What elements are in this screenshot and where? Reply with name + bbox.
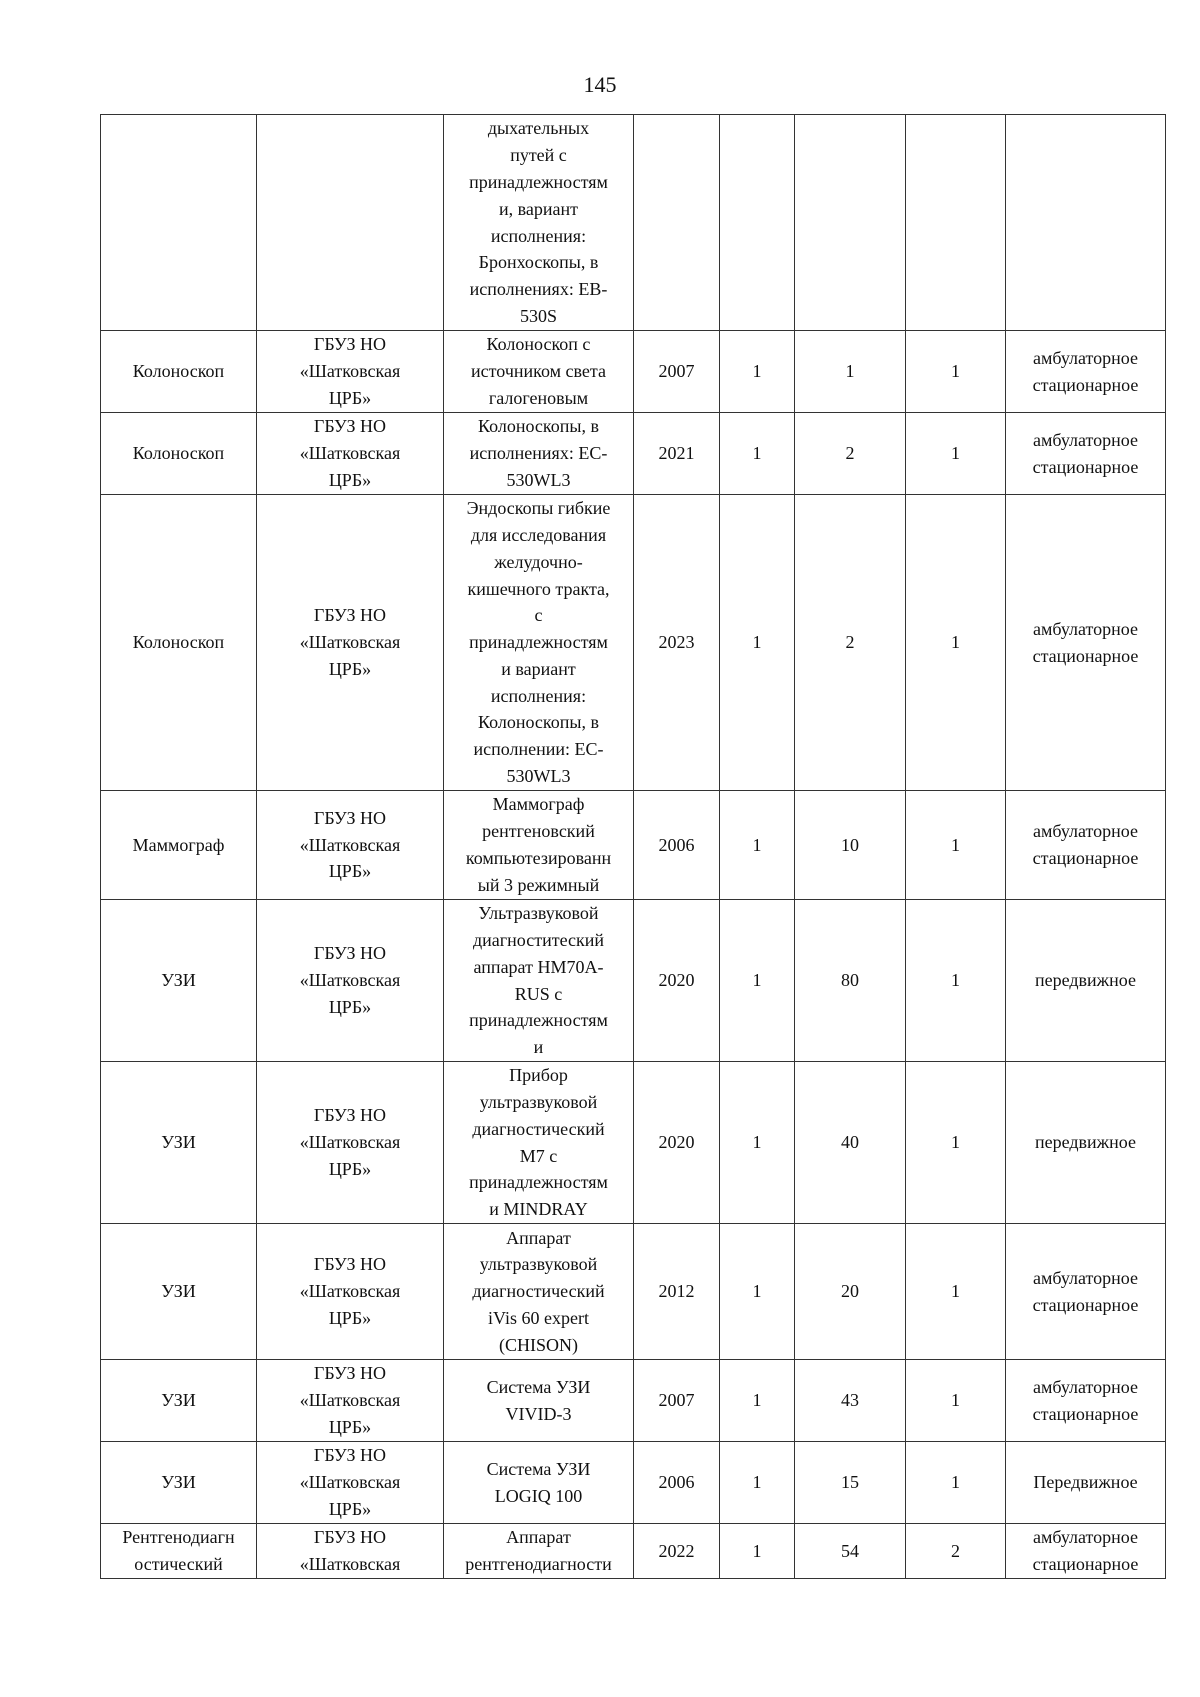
- model-line: путей с: [510, 145, 567, 166]
- model-line: Колоноскоп с: [486, 334, 591, 355]
- cell-model: [444, 791, 634, 900]
- model-line: исполнения:: [490, 685, 587, 706]
- org-line: ГБУЗ НО: [313, 605, 387, 626]
- org-line: ГБУЗ НО: [313, 1445, 387, 1466]
- cell-count: 1: [906, 791, 1006, 900]
- model-line: и, вариант: [498, 198, 578, 219]
- cell-type: Маммограф: [101, 791, 257, 900]
- org-line: ЦРБ»: [328, 861, 372, 882]
- cell-year: 2020: [634, 1062, 720, 1224]
- org-line: «Шатковская: [299, 632, 401, 653]
- model-line: и MINDRAY: [489, 1199, 588, 1220]
- cell-mode: [1006, 331, 1166, 413]
- table-row: [101, 1224, 1166, 1360]
- cell-org: [257, 115, 444, 331]
- org-line: ЦРБ»: [328, 1498, 372, 1519]
- mode-line: передвижное: [1035, 970, 1136, 991]
- org-line: ГБУЗ НО: [313, 807, 387, 828]
- org-line: ЦРБ»: [328, 1416, 372, 1437]
- cell-qty: 1: [720, 900, 795, 1062]
- model-line: iVis 60 expert: [488, 1307, 589, 1328]
- cell-year: 2006: [634, 1442, 720, 1524]
- org-line: ГБУЗ НО: [313, 416, 387, 437]
- cell-org: [257, 1360, 444, 1442]
- cell-wear: 10: [795, 791, 906, 900]
- model-line: желудочно-: [494, 551, 583, 572]
- model-line: дыхательных: [487, 118, 590, 139]
- cell-type: Колоноскоп: [101, 495, 257, 791]
- model-line: с: [534, 605, 543, 626]
- org-line: ГБУЗ НО: [313, 334, 387, 355]
- mode-line: амбулаторное: [1032, 1527, 1139, 1548]
- cell-qty: 1: [720, 1524, 795, 1579]
- cell-wear: 2: [795, 413, 906, 495]
- model-line: Аппарат: [506, 1527, 571, 1548]
- model-line: 530S: [519, 305, 557, 326]
- model-line: Колоноскопы, в: [478, 416, 599, 437]
- cell-wear: [795, 115, 906, 331]
- cell-org: [257, 413, 444, 495]
- mode-line: амбулаторное: [1032, 347, 1139, 368]
- cell-wear: 80: [795, 900, 906, 1062]
- table-row: [101, 115, 1166, 331]
- cell-year: [634, 115, 720, 331]
- cell-type: Колоноскоп: [101, 331, 257, 413]
- cell-org: [257, 1224, 444, 1360]
- table-row: [101, 413, 1166, 495]
- model-line: принадлежностям: [469, 1172, 608, 1193]
- cell-model: [444, 1224, 634, 1360]
- cell-count: 1: [906, 1360, 1006, 1442]
- mode-line: передвижное: [1035, 1132, 1136, 1153]
- cell-model: [444, 413, 634, 495]
- model-line: 530WL3: [506, 766, 571, 787]
- org-line: «Шатковская: [299, 1390, 401, 1411]
- mode-line: стационарное: [1032, 374, 1139, 395]
- mode-line: амбулаторное: [1032, 618, 1139, 639]
- cell-org: [257, 495, 444, 791]
- cell-org: [257, 1524, 444, 1579]
- cell-qty: 1: [720, 1224, 795, 1360]
- org-line: ЦРБ»: [328, 996, 372, 1017]
- cell-type: Колоноскоп: [101, 413, 257, 495]
- mode-line: Передвижное: [1033, 1472, 1138, 1493]
- model-line: RUS с: [514, 983, 563, 1004]
- cell-mode: [1006, 115, 1166, 331]
- cell-model: [444, 331, 634, 413]
- model-line: Система УЗИ: [486, 1376, 591, 1397]
- mode-line: амбулаторное: [1032, 821, 1139, 842]
- model-line: VIVID-3: [505, 1403, 572, 1424]
- model-line: принадлежностям: [469, 1010, 608, 1031]
- cell-qty: 1: [720, 495, 795, 791]
- cell-org: [257, 791, 444, 900]
- cell-mode: [1006, 900, 1166, 1062]
- cell-mode: [1006, 1224, 1166, 1360]
- org-line: «Шатковская: [299, 1281, 401, 1302]
- org-line: «Шатковская: [299, 443, 401, 464]
- cell-wear: 15: [795, 1442, 906, 1524]
- cell-qty: 1: [720, 413, 795, 495]
- table-row: [101, 331, 1166, 413]
- cell-wear: 54: [795, 1524, 906, 1579]
- cell-year: 2006: [634, 791, 720, 900]
- cell-type: [101, 1524, 257, 1579]
- model-line: исполнении: EC-: [473, 739, 604, 760]
- cell-count: 2: [906, 1524, 1006, 1579]
- org-line: ГБУЗ НО: [313, 943, 387, 964]
- org-line: «Шатковская: [299, 361, 401, 382]
- model-line: диагностический: [472, 1281, 605, 1302]
- cell-count: 1: [906, 1442, 1006, 1524]
- cell-type: [101, 115, 257, 331]
- cell-org: [257, 900, 444, 1062]
- cell-org: [257, 1442, 444, 1524]
- cell-org: [257, 1062, 444, 1224]
- model-line: принадлежностям: [469, 632, 608, 653]
- cell-mode: [1006, 1524, 1166, 1579]
- cell-qty: 1: [720, 1442, 795, 1524]
- org-line: ЦРБ»: [328, 1307, 372, 1328]
- org-line: ГБУЗ НО: [313, 1363, 387, 1384]
- cell-type: УЗИ: [101, 1224, 257, 1360]
- type-line: остический: [134, 1554, 223, 1574]
- cell-qty: 1: [720, 1062, 795, 1224]
- table-row: [101, 495, 1166, 791]
- cell-mode: [1006, 1442, 1166, 1524]
- cell-count: 1: [906, 1224, 1006, 1360]
- model-line: ультразвуковой: [479, 1254, 598, 1275]
- cell-qty: [720, 115, 795, 331]
- org-line: ЦРБ»: [328, 1158, 372, 1179]
- mode-line: амбулаторное: [1032, 429, 1139, 450]
- mode-line: стационарное: [1032, 1554, 1139, 1574]
- cell-count: 1: [906, 495, 1006, 791]
- cell-count: 1: [906, 413, 1006, 495]
- mode-line: амбулаторное: [1032, 1376, 1139, 1397]
- org-line: ЦРБ»: [328, 469, 372, 490]
- cell-qty: 1: [720, 331, 795, 413]
- cell-org: [257, 331, 444, 413]
- cell-qty: 1: [720, 791, 795, 900]
- model-line: галогеновым: [488, 387, 589, 408]
- cell-mode: [1006, 1360, 1166, 1442]
- model-line: Прибор: [509, 1065, 568, 1086]
- cell-year: 2007: [634, 331, 720, 413]
- table-row: [101, 791, 1166, 900]
- mode-line: стационарное: [1032, 456, 1139, 477]
- org-line: ГБУЗ НО: [313, 1254, 387, 1275]
- model-line: источником света: [471, 361, 606, 382]
- table-row: [101, 1062, 1166, 1224]
- cell-type: УЗИ: [101, 1442, 257, 1524]
- cell-wear: 2: [795, 495, 906, 791]
- table-row: [101, 1360, 1166, 1442]
- cell-count: 1: [906, 1062, 1006, 1224]
- table-row: [101, 900, 1166, 1062]
- model-line: принадлежностям: [469, 171, 608, 192]
- cell-model: [444, 495, 634, 791]
- page-number: 145: [583, 72, 617, 97]
- cell-type: УЗИ: [101, 900, 257, 1062]
- table-body: [101, 115, 1166, 1579]
- cell-wear: 20: [795, 1224, 906, 1360]
- model-line: исполнения:: [490, 225, 587, 246]
- org-line: ГБУЗ НО: [313, 1527, 387, 1548]
- cell-year: 2007: [634, 1360, 720, 1442]
- model-line: и: [533, 1037, 544, 1058]
- model-line: исполнениях: EB-: [469, 279, 608, 300]
- type-line: Рентгенодиагн: [122, 1527, 235, 1548]
- cell-type: УЗИ: [101, 1062, 257, 1224]
- model-line: Колоноскопы, в: [478, 712, 599, 733]
- cell-mode: [1006, 495, 1166, 791]
- org-line: «Шатковская: [299, 970, 401, 991]
- mode-line: стационарное: [1032, 1403, 1139, 1424]
- cell-year: 2022: [634, 1524, 720, 1579]
- model-line: Система УЗИ: [486, 1458, 591, 1479]
- model-line: (CHISON): [499, 1334, 578, 1355]
- cell-model: [444, 1062, 634, 1224]
- org-line: ГБУЗ НО: [313, 1105, 387, 1126]
- org-line: ЦРБ»: [328, 387, 372, 408]
- cell-mode: [1006, 791, 1166, 900]
- table-row: [101, 1442, 1166, 1524]
- mode-line: стационарное: [1032, 1294, 1139, 1315]
- model-line: аппарат HM70A-: [473, 956, 604, 977]
- model-line: рентгенодиагности: [465, 1554, 612, 1574]
- org-line: ЦРБ»: [328, 658, 372, 679]
- model-line: ый 3 режимный: [477, 874, 600, 895]
- org-line: «Шатковская: [299, 1132, 401, 1153]
- model-line: диагноститеский: [472, 929, 605, 950]
- cell-year: 2023: [634, 495, 720, 791]
- cell-model: [444, 115, 634, 331]
- cell-count: 1: [906, 900, 1006, 1062]
- model-line: рентгеновский: [482, 821, 595, 842]
- cell-type: УЗИ: [101, 1360, 257, 1442]
- model-line: Ультразвуковой: [478, 903, 599, 924]
- model-line: и вариант: [501, 658, 576, 679]
- cell-model: [444, 1442, 634, 1524]
- table-row: [101, 1524, 1166, 1579]
- cell-model: [444, 1360, 634, 1442]
- model-line: Маммограф: [492, 794, 585, 815]
- model-line: диагностический: [472, 1118, 605, 1139]
- model-line: кишечного тракта,: [467, 578, 610, 599]
- org-line: «Шатковская: [299, 834, 401, 855]
- cell-mode: [1006, 1062, 1166, 1224]
- cell-model: [444, 1524, 634, 1579]
- model-line: Бронхоскопы, в: [478, 252, 599, 273]
- model-line: LOGIQ 100: [494, 1485, 583, 1506]
- cell-year: 2021: [634, 413, 720, 495]
- model-line: исполнениях: EC-: [469, 443, 608, 464]
- org-line: «Шатковская: [299, 1554, 401, 1574]
- model-line: Аппарат: [506, 1227, 571, 1248]
- model-line: Эндоскопы гибкие: [466, 498, 611, 519]
- model-line: ультразвуковой: [479, 1091, 598, 1112]
- org-line: «Шатковская: [299, 1472, 401, 1493]
- mode-line: амбулаторное: [1032, 1267, 1139, 1288]
- model-line: компьютезированн: [465, 848, 612, 868]
- cell-count: [906, 115, 1006, 331]
- cell-year: 2012: [634, 1224, 720, 1360]
- cell-qty: 1: [720, 1360, 795, 1442]
- cell-model: [444, 900, 634, 1062]
- model-line: для исследования: [470, 524, 607, 545]
- mode-line: стационарное: [1032, 645, 1139, 666]
- cell-wear: 43: [795, 1360, 906, 1442]
- cell-year: 2020: [634, 900, 720, 1062]
- equipment-table: [100, 114, 1166, 1579]
- model-line: М7 с: [519, 1145, 558, 1166]
- cell-count: 1: [906, 331, 1006, 413]
- cell-wear: 40: [795, 1062, 906, 1224]
- mode-line: стационарное: [1032, 848, 1139, 868]
- model-line: 530WL3: [506, 469, 571, 490]
- cell-mode: [1006, 413, 1166, 495]
- cell-wear: 1: [795, 331, 906, 413]
